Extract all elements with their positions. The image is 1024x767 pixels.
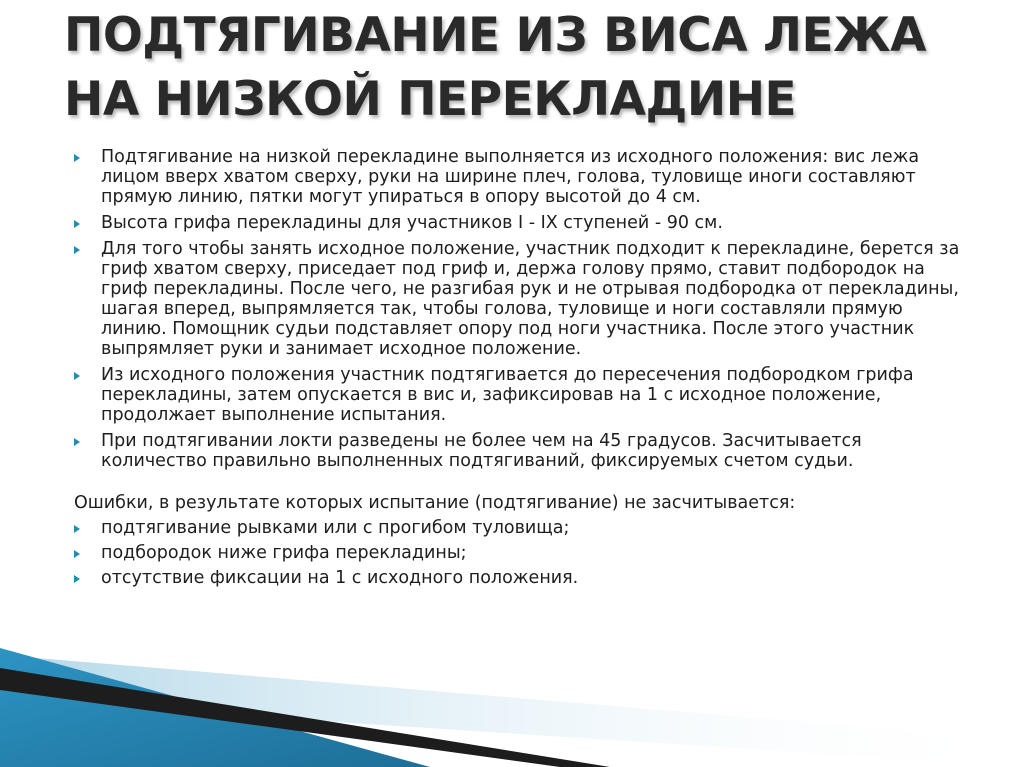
list-item [74, 568, 966, 588]
slide-content [74, 147, 966, 593]
bullet-arrow-icon [74, 246, 80, 254]
teal-band [0, 648, 430, 767]
list-item [74, 431, 966, 471]
list-item [74, 518, 966, 538]
list-item [74, 213, 966, 233]
bullet-arrow-icon [74, 220, 80, 228]
list-item-text: подтягивание рывками или с прогибом туловища; [101, 518, 570, 538]
list-item-text: Из исходного положения участник подтягивается до пересечения подбородком грифа перекладины, затем опускается в вис и, зафиксировав на 1 с исходное положение, продолжает выполнение испытания. [101, 365, 914, 425]
bullet-arrow-icon [74, 438, 80, 446]
list-item-text: Подтягивание на низкой перекладине выполняется из исходного положения: вис лежа лицом вверх хватом сверху, руки на ширине плеч, голова, туловище иноги составляют прямую линию, пятки могут упираться в опору высотой до 4 см. [101, 147, 920, 207]
dark-stripe [0, 668, 610, 767]
light-stripe [0, 655, 1024, 767]
list-item-text: При подтягивании локти разведены не более чем на 45 градусов. Засчитывается количество правильно выполненных подтягиваний, фиксируемых счетом судьи. [101, 431, 862, 471]
bullet-arrow-icon [74, 550, 80, 558]
list-item-text: подбородок ниже грифа перекладины; [101, 543, 467, 563]
list-item-text: Высота грифа перекладины для участников I - IX ступеней - 90 см. [101, 213, 723, 233]
list-item [74, 365, 966, 425]
errors-list [74, 518, 966, 588]
title-line-1: ПОДТЯГИВАНИЕ ИЗ ВИСА ЛЕЖА [64, 8, 927, 63]
bullet-arrow-icon [74, 575, 80, 583]
list-item [74, 543, 966, 563]
list-item-text: отсутствие фиксации на 1 с исходного положения. [101, 568, 579, 588]
title-line-2: НА НИЗКОЙ ПЕРЕКЛАДИНЕ [64, 72, 797, 127]
errors-heading: Ошибки, в результате которых испытание (подтягивание) не засчитывается: [74, 493, 796, 513]
page-title [64, 4, 984, 132]
rules-list [74, 147, 966, 471]
bullet-arrow-icon [74, 154, 80, 162]
bullet-arrow-icon [74, 525, 80, 533]
list-item-text: Для того чтобы занять исходное положение, участник подходит к перекладине, берется за гриф хватом сверху, приседает под гриф и, держа голову прямо, ставит подбородок на гриф перекладины. После чего, не разгибая рук и не отрывая подбородка от перекладины, шагая вперед, выпрямляется так, чтобы голова, туловище и ноги составляли прямую линию. Помощник судьи подставляет опору под ноги участника. После этого участник выпрямляет руки и занимает исходное положение. [101, 239, 960, 359]
list-item [74, 239, 966, 359]
bullet-arrow-icon [74, 372, 80, 380]
list-item [74, 147, 966, 207]
